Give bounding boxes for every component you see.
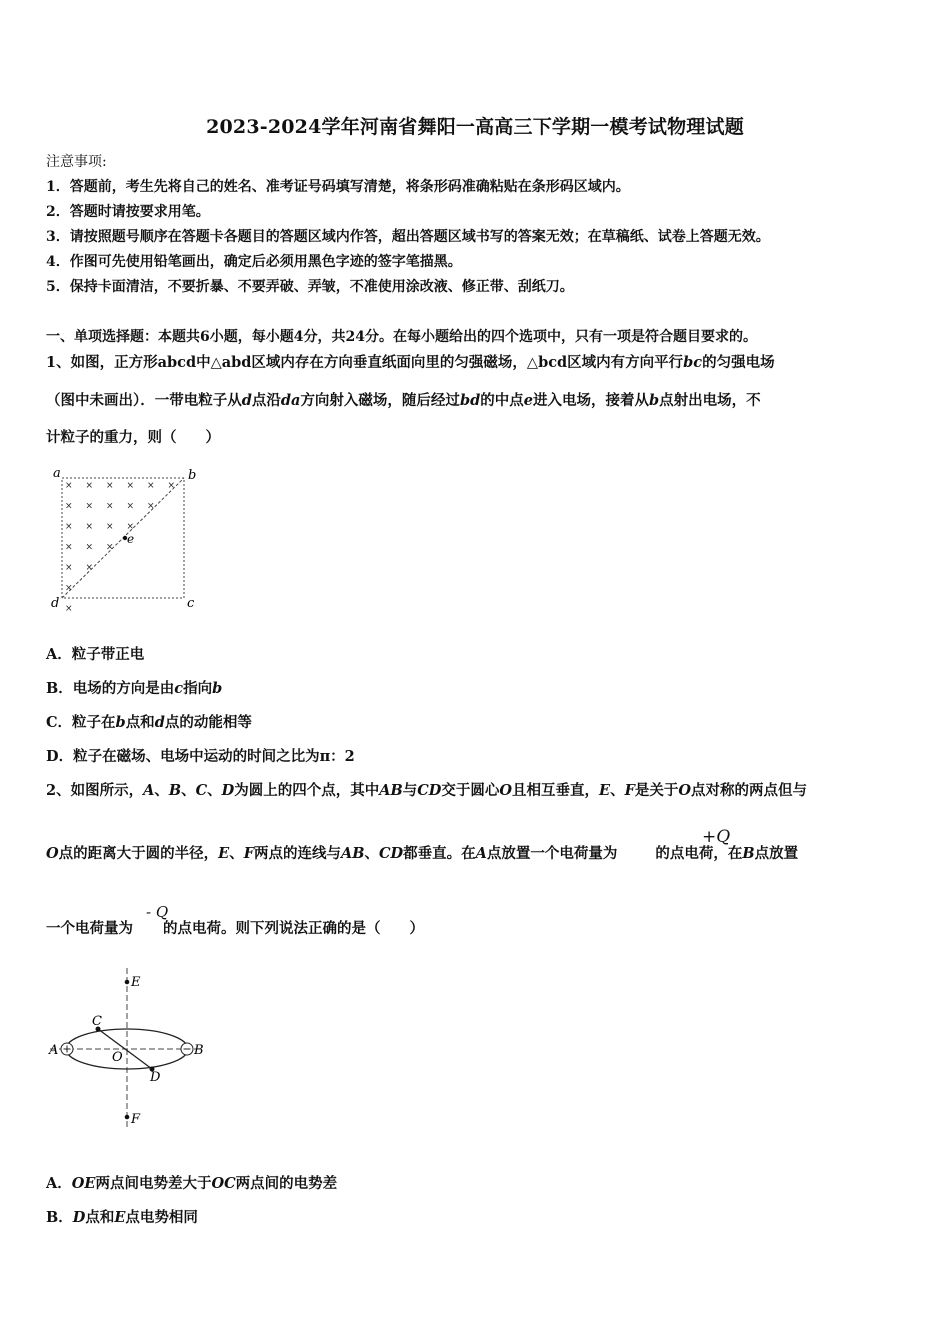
section-heading: 一、单项选择题：本题共6小题，每小题4分，共24分。在每小题给出的四个选项中，只有一项是符合题目要求的。 <box>46 329 757 345</box>
q2-option-a: A．OE两点间电势差大于OC两点间的电势差 <box>46 1175 338 1192</box>
field-cross: × <box>65 542 73 553</box>
field-cross: × <box>106 501 114 512</box>
field-cross: × <box>65 522 73 532</box>
q1-line-3: 计粒子的重力，则（ ） <box>46 429 220 446</box>
field-cross: × <box>126 481 135 491</box>
field-cross: × <box>85 481 94 491</box>
field-cross: × <box>106 481 114 491</box>
q2-figure-circle <box>40 962 220 1132</box>
minus-q-symbol: - Q <box>146 903 169 921</box>
q2-line-3: 一个电荷量为 的点电荷。则下列说法正确的是（ ） <box>46 920 424 937</box>
label-B: B <box>194 1043 204 1058</box>
q1-line-1: 1、如图，正方形abcd中△abd区域内存在方向垂直纸面向里的匀强磁场，△bcd区域内有方向平行bc的匀强电场 <box>46 354 775 371</box>
notice-item-2: 2．答题时请按要求用笔。 <box>46 204 210 220</box>
q1-option-d: D．粒子在磁场、电场中运动的时间之比为π：2 <box>46 748 355 765</box>
q1-option-a: A．粒子带正电 <box>46 646 145 663</box>
notice-item-3: 3．请按照题号顺序在答题卡各题目的答题区域内作答，超出答题区域书写的答案无效；在草稿纸、试卷上答题无效。 <box>46 229 770 245</box>
field-cross: × <box>106 542 114 553</box>
field-cross: × <box>65 583 73 594</box>
field-cross: × <box>85 522 94 532</box>
q1-line-2: （图中未画出）．一带电粒子从d点沿da方向射入磁场，随后经过bd的中点e进入电场，接着从b点射出电场，不 <box>46 392 761 409</box>
plus-q-symbol: +Q <box>702 827 731 847</box>
field-cross: × <box>167 481 176 491</box>
point-e-dot <box>125 980 130 985</box>
label-c: c <box>187 596 195 611</box>
field-cross: × <box>147 481 155 491</box>
point-f-dot <box>125 1115 130 1120</box>
label-E: E <box>131 975 141 990</box>
label-d: d <box>51 596 60 611</box>
field-cross: × <box>65 563 73 573</box>
label-b: b <box>188 468 197 483</box>
q2-line-2: O点的距离大于圆的半径，E、F两点的连线与AB、CD都垂直。在A点放置一个电荷量为 的点电荷，在B点放置 <box>46 845 799 862</box>
label-A: A <box>49 1043 59 1058</box>
field-cross: × <box>147 501 155 512</box>
label-e: e <box>127 532 135 546</box>
notice-heading: 注意事项: <box>46 154 107 170</box>
q1-option-c: C．粒子在b点和d点的动能相等 <box>46 714 252 731</box>
label-a: a <box>53 466 61 481</box>
label-D: D <box>150 1070 161 1085</box>
notice-item-4: 4．作图可先使用铅笔画出，确定后必须用黑色字迹的签字笔描黑。 <box>46 254 462 270</box>
label-C: C <box>92 1014 102 1029</box>
magnetic-field-crosses <box>65 481 175 612</box>
field-cross: × <box>85 501 94 512</box>
field-cross: × <box>126 522 135 532</box>
field-cross: × <box>65 501 73 512</box>
field-cross: × <box>126 501 135 512</box>
field-cross: × <box>65 604 73 612</box>
field-cross: × <box>85 563 94 573</box>
q2-option-b: B．D点和E点电势相同 <box>46 1209 198 1226</box>
label-F: F <box>131 1112 141 1127</box>
q2-line-1: 2、如图所示，A、B、C、D为圆上的四个点，其中AB与CD交于圆心O且相互垂直，E、F是关于O点对称的两点但与 <box>46 782 808 799</box>
field-cross: × <box>106 522 114 532</box>
field-cross: × <box>65 481 73 491</box>
page-title: 2023-2024学年河南省舞阳一高高三下学期一模考试物理试题 <box>206 116 744 138</box>
field-cross: × <box>85 542 94 553</box>
notice-item-5: 5．保持卡面清洁，不要折暴、不要弄破、弄皱，不准使用涂改液、修正带、刮纸刀。 <box>46 279 574 295</box>
q1-figure-square <box>46 462 206 612</box>
q1-option-b: B．电场的方向是由c指向b <box>46 680 223 697</box>
label-O: O <box>112 1050 123 1065</box>
notice-item-1: 1．答题前，考生先将自己的姓名、准考证号码填写清楚，将条形码准确粘贴在条形码区域内。 <box>46 179 630 195</box>
